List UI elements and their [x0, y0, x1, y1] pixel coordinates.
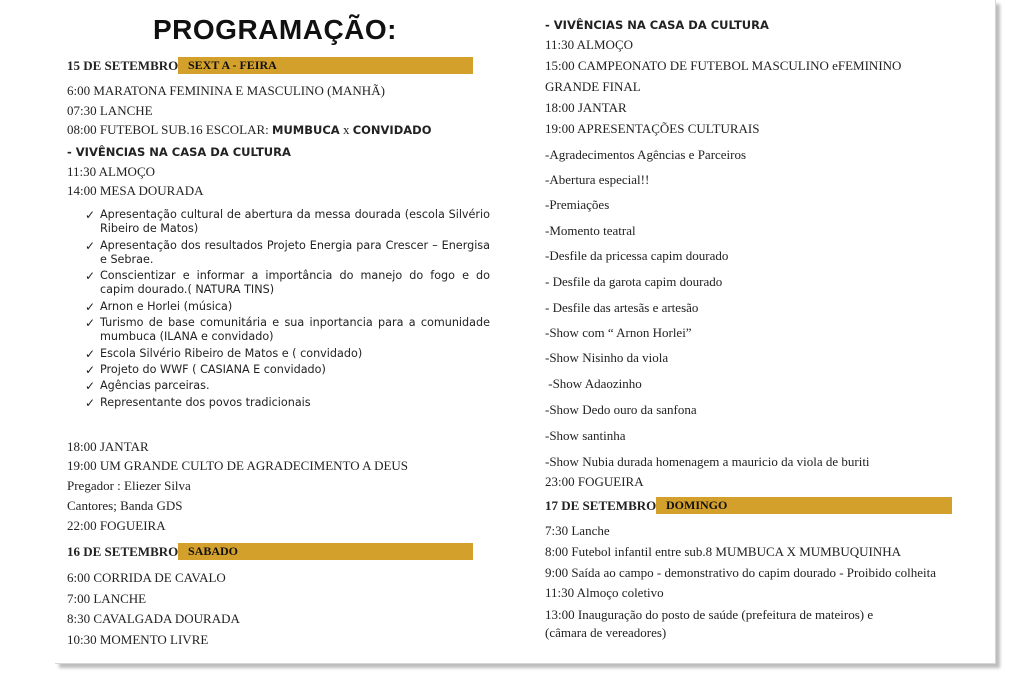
- right-item: 23:00 FOGUEIRA: [545, 474, 644, 489]
- checkmark-icon: ✓: [85, 299, 96, 314]
- day15-after-line: Pregador : Eliezer Silva: [67, 478, 191, 493]
- checkmark-icon: ✓: [85, 395, 96, 410]
- right-item: - Desfile da garota capim dourado: [545, 274, 723, 289]
- check-item: ✓ Apresentação cultural de abertura da messa dourada (escola Silvério Ribeiro de Matos): [85, 208, 490, 236]
- check-item: ✓ Turismo de base comunitária e sua inportancia para a comunidade mumbuca (ILANA e convidado): [85, 316, 490, 344]
- futebol-x: x: [339, 122, 353, 137]
- check-item: ✓ Agências parceiras.: [85, 379, 210, 394]
- checkmark-icon: ✓: [85, 346, 96, 361]
- right-item: - Desfile das artesãs e artesão: [545, 300, 699, 315]
- day15-vivencias: - VIVÊNCIAS NA CASA DA CULTURA: [67, 145, 291, 159]
- futebol-team1: MUMBUCA: [272, 123, 340, 137]
- day15-line: 6:00 MARATONA FEMININA E MASCULINO (MANHÃ): [67, 83, 385, 98]
- day15-after-line: 22:00 FOGUEIRA: [67, 518, 166, 533]
- right-line: GRANDE FINAL: [545, 79, 641, 94]
- right-vivencias: - VIVÊNCIAS NA CASA DA CULTURA: [545, 18, 769, 32]
- day17-date: 17 DE SETEMBRO: [545, 498, 657, 513]
- check-item: ✓ Escola Silvério Ribeiro de Matos e ( convidado): [85, 346, 363, 361]
- day15-after-line: 19:00 UM GRANDE CULTO DE AGRADECIMENTO A DEUS: [67, 458, 409, 473]
- day15-date: 15 DE SETEMBRO: [67, 58, 179, 73]
- day17-line: 11:30 Almoço coletivo: [545, 585, 664, 600]
- right-item: -Momento teatral: [545, 223, 636, 238]
- right-item: -Premiações: [545, 197, 610, 212]
- checkmark-icon: ✓: [85, 379, 96, 394]
- page-title: PROGRAMAÇÃO:: [153, 14, 397, 45]
- day15-mesa: 14:00 MESA DOURADA: [67, 183, 204, 198]
- right-item: -Show Nubia durada homenagem a mauricio da viola de buriti: [545, 454, 870, 469]
- right-line: 18:00 JANTAR: [545, 100, 627, 115]
- day16-line: 10:30 MOMENTO LIVRE: [67, 632, 209, 647]
- day16-date: 16 DE SETEMBRO: [67, 544, 179, 559]
- day17-line: (câmara de vereadores): [545, 625, 667, 640]
- day15-weekday-bar: [178, 57, 473, 74]
- right-item: -Show Dedo ouro da sanfona: [545, 402, 697, 417]
- day17-line: 8:00 Futebol infantil entre sub.8 MUMBUCA X MUMBUQUINHA: [545, 544, 902, 559]
- day16-weekday: SABADO: [188, 544, 239, 558]
- checkmark-icon: ✓: [85, 208, 96, 222]
- day15-line: 07:30 LANCHE: [67, 103, 153, 118]
- day15-after-line: Cantores; Banda GDS: [67, 498, 183, 513]
- day15-futebol: [67, 122, 431, 138]
- day16-line: 7:00 LANCHE: [67, 591, 147, 606]
- right-line: 19:00 APRESENTAÇÕES CULTURAIS: [545, 121, 760, 136]
- day16-weekday-bar: [178, 543, 473, 560]
- right-item: -Agradecimentos Agências e Parceiros: [545, 147, 747, 162]
- day17-weekday: DOMINGO: [666, 498, 728, 512]
- right-item: -Show santinha: [545, 428, 626, 443]
- checkmark-icon: ✓: [85, 238, 96, 253]
- check-item: ✓ Apresentação dos resultados Projeto Energia para Crescer – Energisa e Sebrae.: [85, 238, 490, 266]
- day16-line: 8:30 CAVALGADA DOURADA: [67, 611, 240, 626]
- check-item: ✓ Arnon e Horlei (música): [85, 299, 233, 314]
- right-item: -Abertura especial!!: [545, 172, 650, 187]
- mesa-dourada-checklist: [85, 208, 490, 412]
- right-line: 11:30 ALMOÇO: [545, 37, 633, 52]
- check-item: ✓ Representante dos povos tradicionais: [85, 395, 311, 410]
- day17-line: 7:30 Lanche: [545, 523, 610, 538]
- day17-weekday-bar: [656, 497, 952, 514]
- checkmark-icon: ✓: [85, 316, 96, 331]
- day15-weekday: SEXT A - FEIRA: [188, 58, 277, 72]
- day17-line: 9:00 Saída ao campo - demonstrativo do capim dourado - Proibido colheita: [545, 565, 936, 580]
- right-line: 15:00 CAMPEONATO DE FUTEBOL MASCULINO eFEMININO: [545, 58, 902, 73]
- right-item: -Show Nisinho da viola: [545, 350, 669, 365]
- right-item: -Show Adaozinho: [545, 376, 642, 391]
- right-item: -Show com “ Arnon Horlei”: [545, 325, 692, 340]
- right-item: -Desfile da pricessa capim dourado: [545, 248, 729, 263]
- futebol-team2: CONVIDADO: [352, 123, 432, 137]
- futebol-prefix: 08:00 FUTEBOL SUB.16 ESCOLAR:: [67, 122, 273, 137]
- checkmark-icon: ✓: [85, 269, 96, 284]
- day17-line: 13:00 Inauguração do posto de saúde (prefeitura de mateiros) e: [545, 607, 874, 622]
- day16-line: 6:00 CORRIDA DE CAVALO: [67, 570, 226, 585]
- day15-after-line: 18:00 JANTAR: [67, 439, 149, 454]
- check-item: ✓ Conscientizar e informar a importância do manejo do fogo e do capim dourado.( NATURA TINS): [85, 269, 490, 297]
- day15-almoco: 11:30 ALMOÇO: [67, 164, 155, 179]
- program-page: [55, 0, 996, 664]
- check-item: ✓ Projeto do WWF ( CASIANA E convidado): [85, 362, 326, 377]
- checkmark-icon: ✓: [85, 362, 96, 377]
